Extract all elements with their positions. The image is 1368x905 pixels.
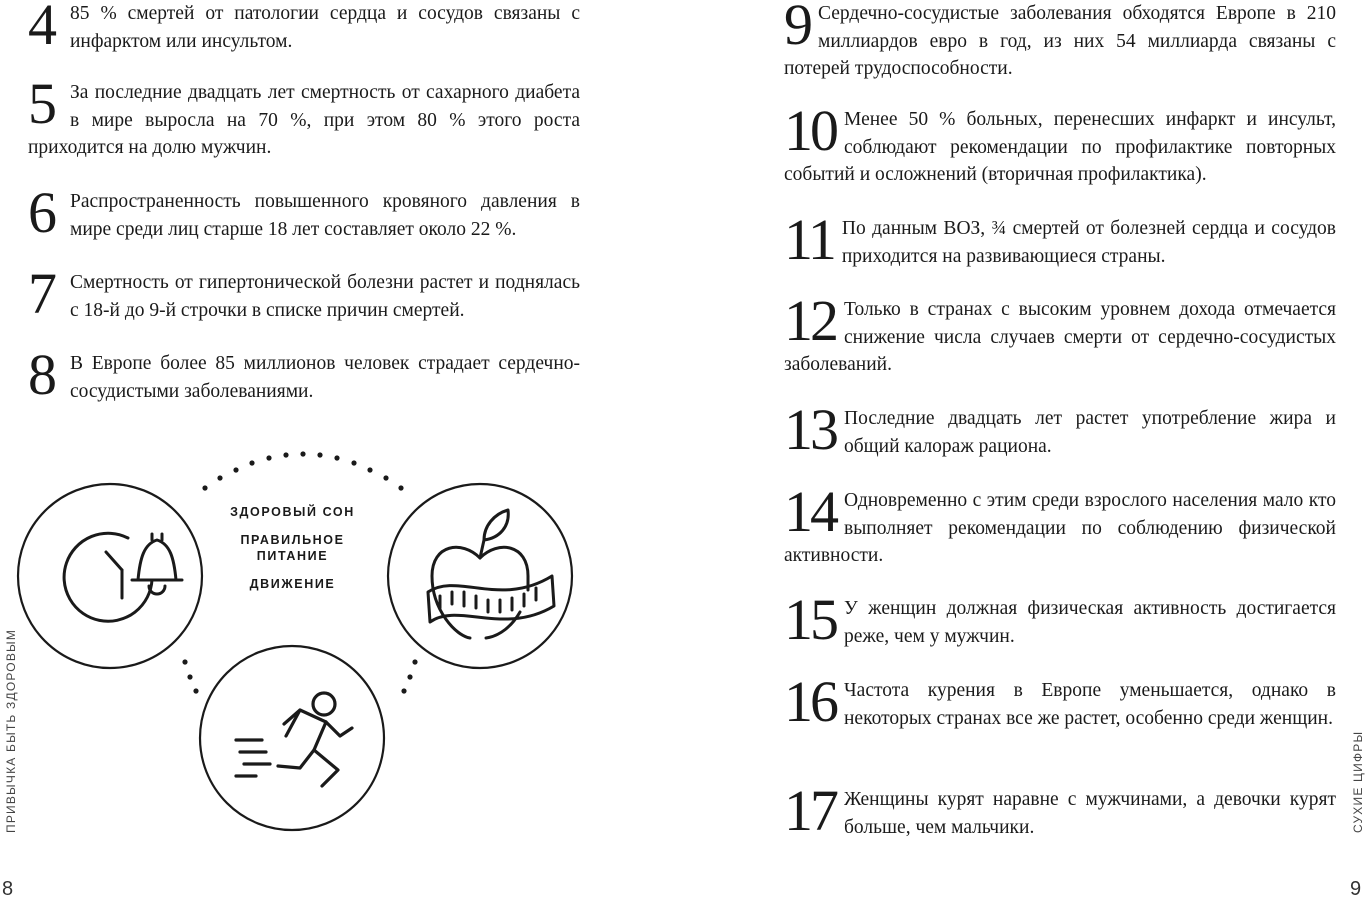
- fact-number: 5: [28, 71, 54, 136]
- label-proper-nutrition: ПРАВИЛЬНОЕ ПИТАНИЕ: [240, 533, 345, 563]
- fact-8: [28, 342, 580, 407]
- fact-text: Частота курения в Европе уменьшается, однако в некоторых странах все же растет, особенно среди женщин.: [844, 680, 1336, 729]
- fact-number: 10: [784, 98, 836, 163]
- healthy-habits-diagram: [0, 440, 600, 880]
- clock-bell-icon: [64, 533, 182, 621]
- movement-circle: [200, 646, 384, 830]
- fact-number: 7: [28, 261, 54, 326]
- fact-text: По данным ВОЗ, ¾ смертей от болезней сердца и сосудов приходится на развивающиеся страны.: [841, 218, 1336, 267]
- fact-number: 9: [784, 0, 810, 57]
- running-head-left: ПРИВЫЧКА БЫТЬ ЗДОРОВЫМ: [4, 628, 18, 833]
- fact-7: [28, 261, 580, 326]
- fact-text: У женщин должная физическая активность достигается реже, чем у мужчин.: [844, 598, 1336, 647]
- fact-15: [784, 587, 1336, 652]
- fact-text: Смертность от гипертонической болезни растет и поднялась с 18-й до 9-й строчки в списке причин смертей.: [70, 272, 580, 321]
- fact-number: 15: [784, 587, 836, 652]
- fact-text: Распространенность повышенного кровяного давления в мире среди лиц старше 18 лет составляет около 22 %.: [70, 191, 580, 240]
- fact-text: В Европе более 85 миллионов человек страдает сердечно-сосудистыми заболеваниями.: [70, 353, 580, 402]
- fact-text: За последние двадцать лет смертность от сахарного диабета в мире выросла на 70 %, при этом 80 % этого роста приходится на долю мужчин.: [28, 82, 580, 158]
- nutrition-circle: [388, 484, 572, 668]
- fact-number: 8: [28, 342, 54, 407]
- fact-text: Сердечно-сосудистые заболевания обходятся Европе в 210 миллиардов евро в год, из них 54 миллиарда связаны с потерей трудоспособности.: [784, 3, 1336, 79]
- fact-number: 12: [784, 288, 836, 353]
- right-page: [684, 0, 1368, 905]
- fact-number: 11: [784, 207, 834, 272]
- fact-4: [28, 0, 580, 55]
- fact-number: 16: [784, 669, 836, 734]
- diagram-center-labels: [215, 504, 370, 604]
- fact-text: Только в странах с высоким уровнем дохода отмечается снижение числа случаев смерти от сердечно-сосудистых заболеваний.: [784, 299, 1336, 375]
- fact-9: [784, 0, 1336, 83]
- page-number-right: 9: [1350, 878, 1362, 900]
- label-movement: ДВИЖЕНИЕ: [249, 577, 336, 591]
- fact-14: [784, 479, 1336, 570]
- fact-number: 14: [784, 479, 836, 544]
- fact-number: 6: [28, 180, 54, 245]
- label-healthy-sleep: ЗДОРОВЫЙ СОН: [230, 505, 355, 519]
- fact-12: [784, 288, 1336, 379]
- fact-11: [784, 207, 1336, 272]
- fact-17: [784, 778, 1336, 843]
- fact-text: Менее 50 % больных, перенесших инфаркт и инсульт, соблюдают рекомендации по профилактике повторных событий и осложнений (вторичная профилактика).: [784, 109, 1336, 185]
- fact-number: 17: [784, 778, 836, 843]
- page-number-left: 8: [2, 878, 14, 900]
- fact-10: [784, 98, 1336, 189]
- fact-13: [784, 397, 1336, 462]
- fact-16: [784, 669, 1336, 734]
- apple-measuring-tape-icon: [428, 510, 554, 638]
- fact-text: 85 % смертей от патологии сердца и сосудов связаны с инфарктом или инсультом.: [70, 3, 580, 52]
- running-person-icon: [236, 693, 352, 786]
- running-head-right: СУХИЕ ЦИФРЫ: [1351, 730, 1365, 833]
- fact-5: [28, 71, 580, 162]
- fact-number: 13: [784, 397, 836, 462]
- fact-text: Последние двадцать лет растет употребление жира и общий калораж рациона.: [844, 408, 1336, 457]
- fact-6: [28, 180, 580, 245]
- fact-number: 4: [28, 0, 54, 57]
- fact-text: Женщины курят наравне с мужчинами, а девочки курят больше, чем мальчики.: [844, 789, 1336, 838]
- fact-text: Одновременно с этим среди взрослого населения мало кто выполняет рекомендации по соблюдению физической активности.: [784, 490, 1336, 566]
